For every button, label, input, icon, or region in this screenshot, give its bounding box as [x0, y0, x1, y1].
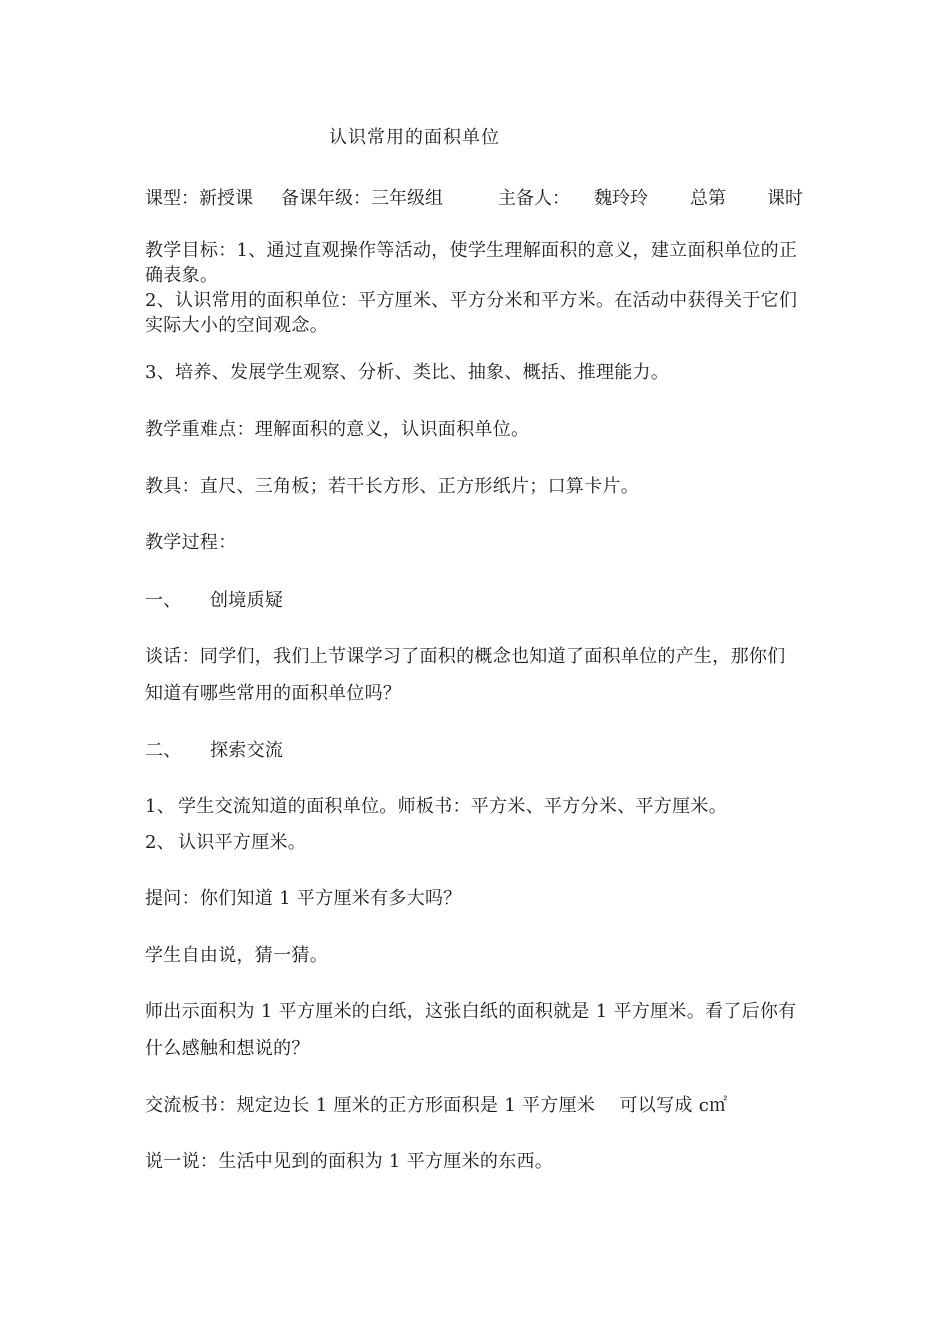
question-text: 提问：你们知道 1 平方厘米有多大吗？: [145, 888, 462, 909]
board-text: 交流板书：规定边长 1 厘米的正方形面积是 1 平方厘米 可以写成 c㎡: [145, 1095, 728, 1116]
step-2-text: 认识平方厘米。: [178, 832, 307, 853]
show-line-1: 师出示面积为 1 平方厘米的白纸，这张白纸的面积就是 1 平方厘米。看了后你有: [145, 1001, 797, 1022]
step-1-number: 1、: [145, 796, 176, 817]
total-label: 总第: [690, 188, 726, 209]
preparer-name: 魏玲玲: [594, 188, 648, 209]
step-1-text: 学生交流知道的面积单位。师板书：平方米、平方分米、平方厘米。: [178, 796, 727, 817]
objective-1-line-1: 教学目标：1、通过直观操作等活动，使学生理解面积的意义，建立面积单位的正: [145, 240, 798, 261]
talk-line-1: 谈话：同学们，我们上节课学习了面积的概念也知道了面积单位的产生，那你们: [145, 646, 786, 667]
process-label: 教学过程：: [145, 532, 237, 553]
talk-line-2: 知道有哪些常用的面积单位吗？: [145, 683, 402, 704]
objective-1-line-2: 确表象。: [145, 265, 219, 286]
section-1-number: 一、: [145, 590, 182, 611]
section-1-title: 创境质疑: [210, 590, 284, 611]
teaching-tools: 教具：直尺、三角板；若干长方形、正方形纸片；口算卡片。: [145, 476, 640, 497]
grade-group: 备课年级：三年级组: [281, 188, 443, 209]
lesson-type: 课型：新授课: [145, 188, 253, 209]
period-label: 课时: [767, 188, 803, 209]
objective-2-line-1: 2、认识常用的面积单位：平方厘米、平方分米和平方米。在活动中获得关于它们: [145, 290, 798, 311]
say-text: 说一说：生活中见到的面积为 1 平方厘米的东西。: [145, 1151, 554, 1172]
section-2-number: 二、: [145, 740, 182, 761]
section-2-title: 探索交流: [210, 740, 284, 761]
step-2-number: 2、: [145, 832, 176, 853]
objective-3: 3、培养、发展学生观察、分析、类比、抽象、概括、推理能力。: [145, 362, 670, 383]
guess-text: 学生自由说，猜一猜。: [145, 945, 328, 966]
key-points: 教学重难点：理解面积的意义，认识面积单位。: [145, 419, 530, 440]
show-line-2: 什么感触和想说的？: [145, 1038, 310, 1059]
objective-2-line-2: 实际大小的空间观念。: [145, 315, 328, 336]
page-title: 认识常用的面积单位: [329, 127, 500, 148]
preparer-label: 主备人：: [498, 188, 570, 209]
